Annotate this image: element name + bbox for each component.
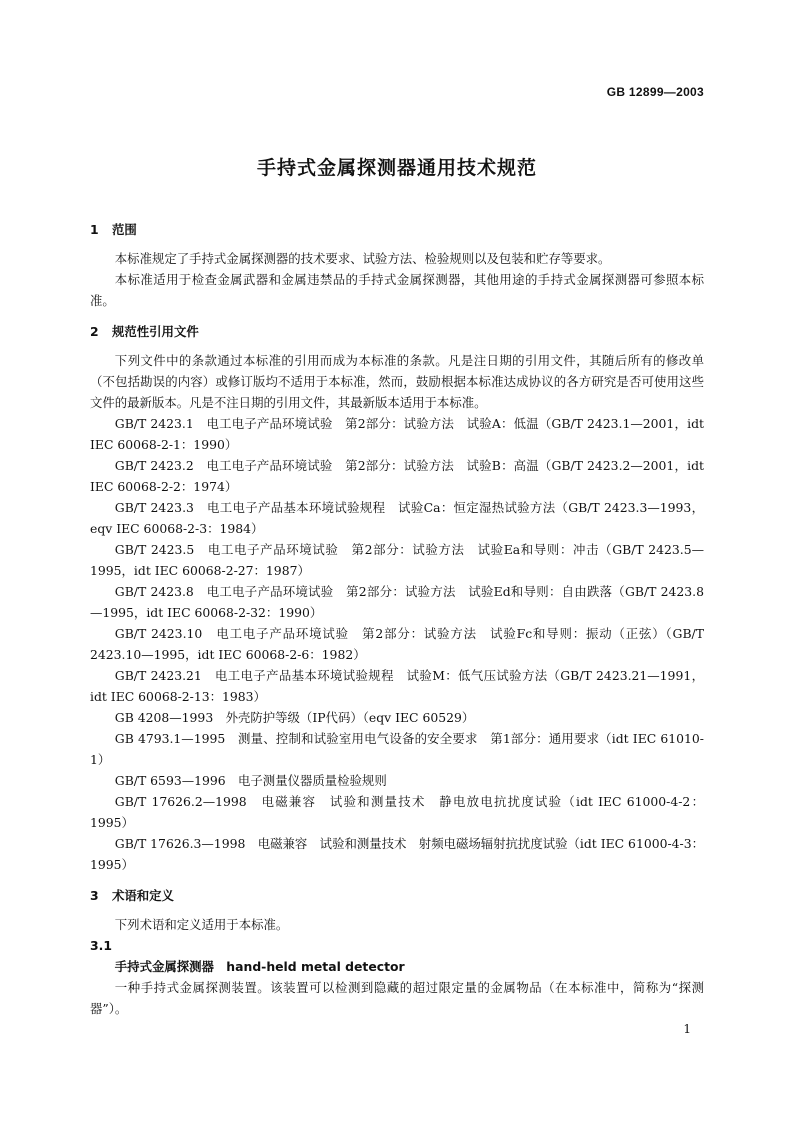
reference-item: GB/T 2423.10 电工电子产品环境试验 第2部分：试验方法 试验Fc和导则：振动（正弦）（GB/T 2423.10—1995，idt IEC 60068-2-6：1982） <box>90 626 704 662</box>
reference-item: GB/T 17626.2—1998 电磁兼容 试验和测量技术 静电放电抗扰度试验（idt IEC 61000-4-2：1995） <box>90 794 704 830</box>
reference-item: GB/T 2423.1 电工电子产品环境试验 第2部分：试验方法 试验A：低温（GB/T 2423.1—2001，idt IEC 60068-2-1：1990） <box>90 416 704 452</box>
reference-item: GB 4793.1—1995 测量、控制和试验室用电气设备的安全要求 第1部分：通用要求（idt IEC 61010-1） <box>90 731 704 767</box>
reference-item: GB/T 2423.3 电工电子产品基本环境试验规程 试验Ca：恒定湿热试验方法（GB/T 2423.3—1993，eqv IEC 60068-2-3：1984） <box>90 500 704 536</box>
term-number: 3.1 <box>90 938 112 953</box>
paragraph: 本标准规定了手持式金属探测器的技术要求、试验方法、检验规则以及包装和贮存等要求。 <box>114 251 611 266</box>
reference-item: GB/T 6593—1996 电子测量仪器质量检验规则 <box>114 773 387 788</box>
section-number: 1 <box>90 222 99 237</box>
term-definition: 一种手持式金属探测装置。该装置可以检测到隐藏的超过限定量的金属物品（在本标准中，简称为“探测器”）。 <box>90 980 704 1016</box>
section-heading-terms-definitions <box>90 885 704 906</box>
reference-item: GB/T 2423.21 电工电子产品基本环境试验规程 试验M：低气压试验方法（GB/T 2423.21—1991，idt IEC 60068-2-13：1983） <box>90 668 704 704</box>
section-heading-normative-references <box>90 321 704 342</box>
page-number: 1 <box>683 1022 691 1036</box>
section-title: 范围 <box>112 222 137 237</box>
reference-item: GB/T 2423.2 电工电子产品环境试验 第2部分：试验方法 试验B：高温（GB/T 2423.2—2001，idt IEC 60068-2-2：1974） <box>90 458 704 494</box>
section-heading-scope <box>90 219 704 240</box>
document-body <box>90 214 704 1019</box>
section-number: 3 <box>90 888 99 903</box>
paragraph: 下列文件中的条款通过本标准的引用而成为本标准的条款。凡是注日期的引用文件，其随后所有的修改单（不包括勘误的内容）或修订版均不适用于本标准，然而，鼓励根据本标准达成协议的各方研究是否可使用这些文件的最新版本。凡是不注日期的引用文件，其最新版本适用于本标准。 <box>90 353 704 410</box>
reference-item: GB/T 17626.3—1998 电磁兼容 试验和测量技术 射频电磁场辐射抗扰度试验（idt IEC 61000-4-3：1995） <box>90 836 705 872</box>
section-title: 术语和定义 <box>112 888 174 903</box>
standard-number: GB 12899—2003 <box>606 85 704 99</box>
reference-item: GB/T 2423.5 电工电子产品环境试验 第2部分：试验方法 试验Ea和导则：冲击（GB/T 2423.5—1995，idt IEC 60068-2-27：1987） <box>90 542 704 578</box>
reference-item: GB/T 2423.8 电工电子产品环境试验 第2部分：试验方法 试验Ed和导则：自由跌落（GB/T 2423.8—1995，idt IEC 60068-2-32：1990） <box>90 584 704 620</box>
section-number: 2 <box>90 324 99 339</box>
term-name: 手持式金属探测器 hand-held metal detector <box>114 959 405 974</box>
section-title: 规范性引用文件 <box>112 324 199 339</box>
paragraph: 本标准适用于检查金属武器和金属违禁品的手持式金属探测器，其他用途的手持式金属探测器可参照本标准。 <box>90 272 704 308</box>
paragraph: 下列术语和定义适用于本标准。 <box>114 917 289 932</box>
reference-item: GB 4208—1993 外壳防护等级（IP代码）（eqv IEC 60529） <box>114 710 475 725</box>
document-title: 手持式金属探测器通用技术规范 <box>256 157 537 179</box>
